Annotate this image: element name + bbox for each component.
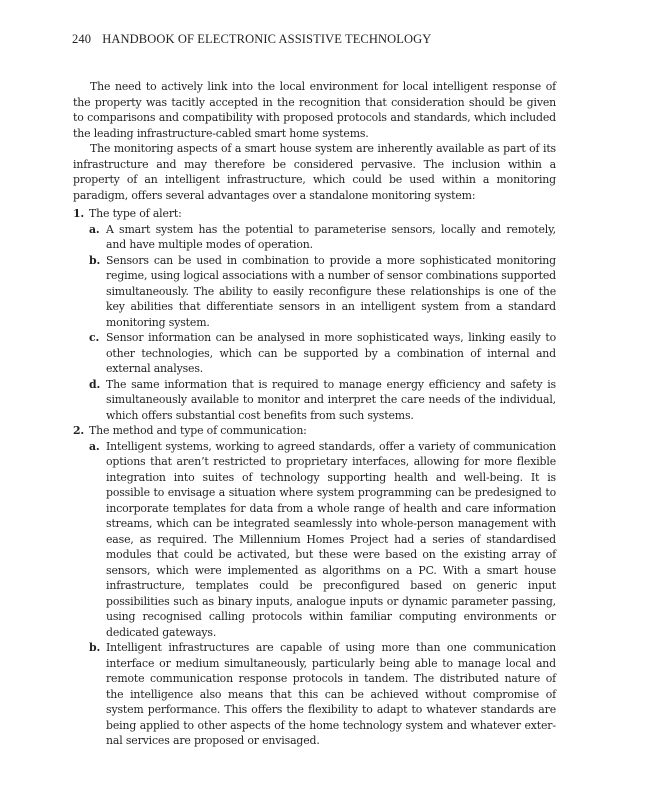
running-header (72, 32, 431, 47)
list-item-title: The type of alert: (89, 207, 182, 220)
sub-item-letter: b. (89, 641, 101, 654)
book-title: HANDBOOK OF ELECTRONIC ASSISTIVE TECHNOLOGY (102, 32, 432, 46)
numbered-list (73, 206, 556, 749)
sub-item-text: Intelligent infrastructures are capable of using more than one communication interface or medium simultaneously, particularly being able to manage local and remote communication response protocols in tandem. The distributed nature of the intelligence also means that this can be achieved without compromise of system performance. This offers the flexibility to adapt to whatever standards are being applied to other aspects of the home technology system and whatever external services are proposed or envisaged. (106, 641, 556, 747)
sub-item-letter: a. (89, 222, 100, 236)
page-number: 240 (72, 32, 92, 46)
sub-list-item (89, 330, 556, 377)
list-number: 2. (73, 424, 85, 437)
sub-list (89, 439, 556, 749)
paragraph: The monitoring aspects of a smart house system are inherently available as part of its infrastructure and may therefore be considered pervasive. The inclusion within a property of an intelligent infrastructure, which could be used within a monitoring paradigm, offers several advantages over a standalone monitoring system: (73, 142, 556, 202)
sub-item-text: Intelligent systems, working to agreed standards, offer a variety of communication options that aren’t restricted to proprietary interfaces, allowing for more flexible integration into suites of technology supporting health and well-being. It is possible to envisage a situation where system programming can be predesigned to incorporate templates for data from a whole range of health and care information streams, which can be integrated seamlessly into whole-person management with ease, as required. The Millennium Homes Project had a series of standardised modules that could be activated, but these were based on the existing array of sensors, which were implemented as algorithms on a PC. With a smart house infrastructure, templates could be preconfigured based on generic input possibilities such as binary inputs, analogue inputs or dynamic parameter passing, using recognised calling protocols within familiar computing environments or dedicated gateways. (106, 439, 556, 639)
sub-item-letter: d. (89, 377, 101, 391)
sub-item-text: Sensor information can be analysed in more sophisticated ways, linking easily to other technologies, which can be supported by a combination of internal and external analyses. (106, 331, 556, 375)
sub-item-text: A smart system has the potential to parameterise sensors, locally and remotely, and have multiple modes of operation. (106, 222, 556, 251)
sub-item-letter: a. (89, 439, 100, 453)
sub-list (89, 222, 556, 424)
sub-item-letter: b. (89, 253, 101, 267)
sub-list-item (89, 640, 556, 749)
sub-item-text: The same information that is required to manage energy efficiency and safety is simultaneously available to monitor and interpret the care needs of the individual, which offers substantial cost benefits from such systems. (106, 377, 556, 422)
list-item (73, 206, 556, 423)
sub-list-item (89, 222, 556, 253)
sub-item-text: Sensors can be used in combination to provide a more sophisticated monitoring regime, using logical associations with a number of sensor combinations supported simultaneously. The ability to easily reconfigure these relationships is one of the key abilities that differentiate sensors in an intelligent system from a standard monitoring system. (106, 253, 556, 329)
list-item-title: The method and type of communication: (89, 424, 307, 437)
sub-list-item (89, 377, 556, 424)
sub-item-letter: c. (89, 331, 100, 344)
sub-list-item (89, 253, 556, 331)
sub-list-item (89, 439, 556, 641)
list-number: 1. (73, 207, 85, 220)
paragraph: The need to actively link into the local environment for local intelligent response of the property was tacitly accepted in the recognition that consideration should be given to comparisons and compatibility with proposed protocols and standards, which included the leading infrastructure-cabled smart home systems. (73, 80, 556, 140)
list-item (73, 423, 556, 749)
page-body (73, 79, 556, 749)
